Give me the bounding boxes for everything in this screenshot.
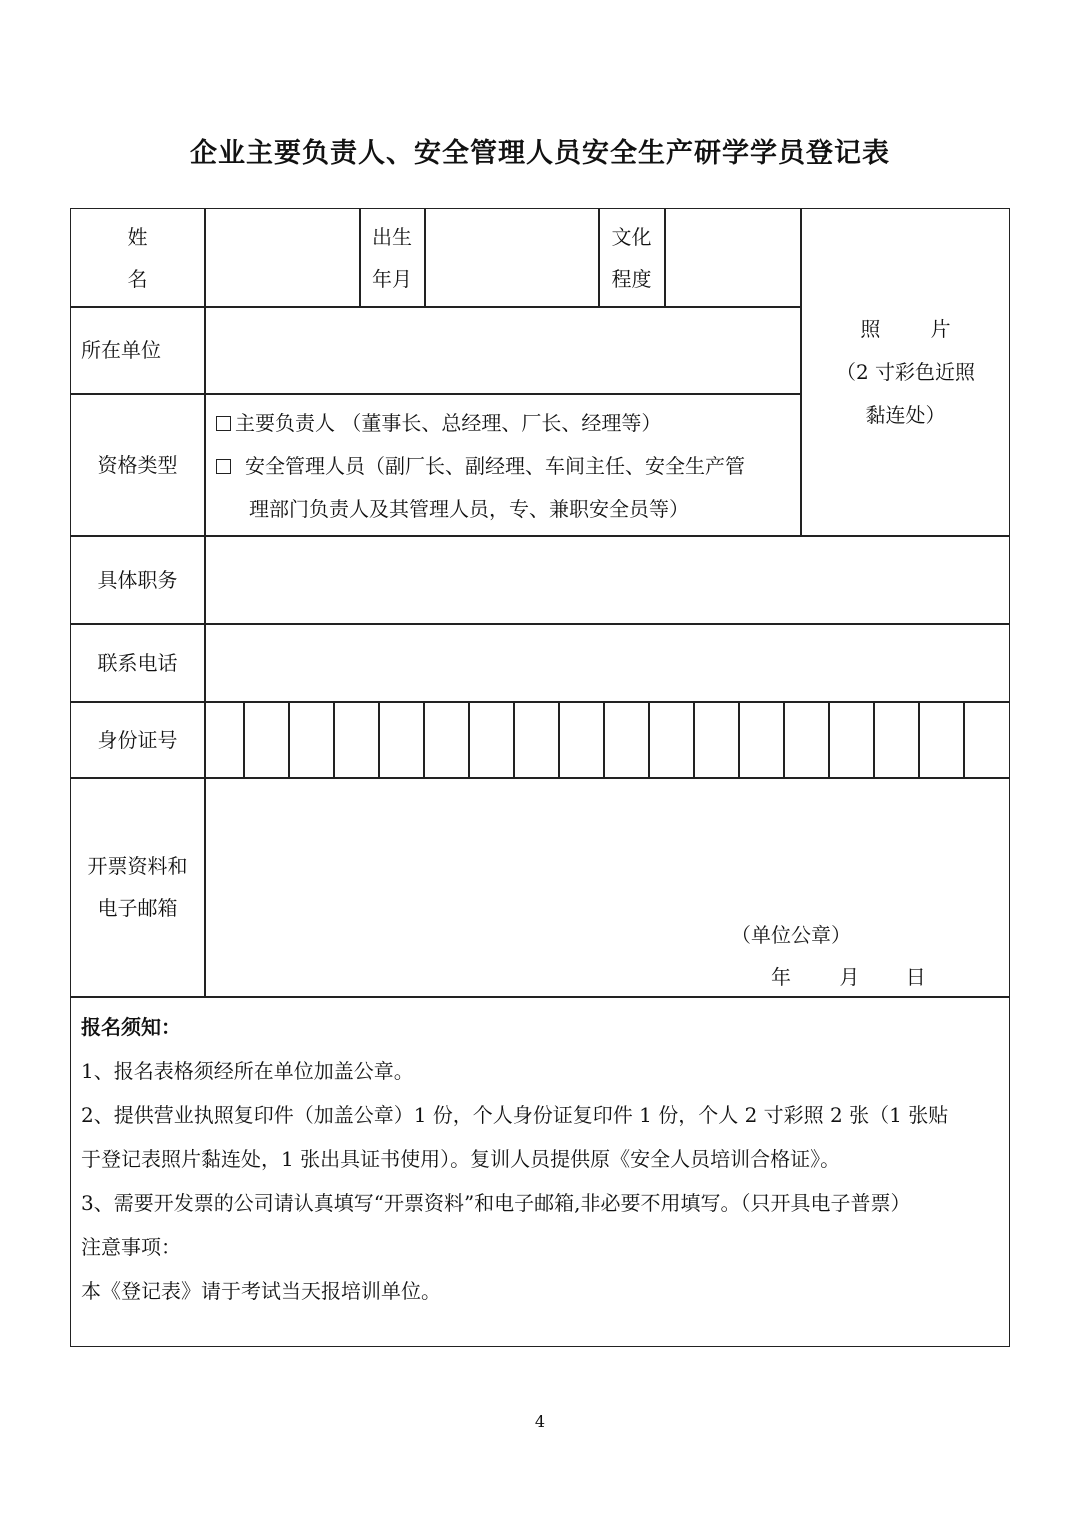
education-label xyxy=(599,209,664,306)
date-day: 日 xyxy=(905,965,926,989)
date-year: 年 xyxy=(771,965,791,989)
phone-label: 联系电话 xyxy=(97,650,178,675)
name-label: 姓 名 xyxy=(127,224,184,291)
page-title: 企业主要负责人、安全管理人员安全生产研学学员登记表 xyxy=(190,138,890,169)
notes-item-1: 1、报名表格须经所在单位加盖公章。 xyxy=(81,1059,414,1083)
photo-label: 照 片 xyxy=(860,316,973,341)
date-line xyxy=(771,956,971,998)
option-principal[interactable] xyxy=(216,402,796,445)
id-label: 身份证号 xyxy=(97,727,178,752)
notes-heading: 报名须知： xyxy=(81,1015,181,1039)
birth-label-line2: 年月 xyxy=(372,266,412,291)
seal-label: （单位公章） xyxy=(731,923,851,947)
invoice-label-line2: 电子邮箱 xyxy=(97,896,178,920)
option-safety-manager-cont: 理部门负责人及其管理人员，专、兼职安全员等） xyxy=(249,497,689,521)
invoice-label-line1: 开票资料和 xyxy=(87,854,188,878)
id-number-field[interactable] xyxy=(206,702,1009,777)
option-safety-manager[interactable] xyxy=(216,445,796,488)
photo-note-line1: （2 寸彩色近照 xyxy=(835,359,976,384)
checkbox-icon[interactable] xyxy=(216,459,231,474)
phone-field[interactable] xyxy=(206,624,1009,701)
invoice-label xyxy=(71,778,204,996)
photo-area[interactable] xyxy=(802,209,1009,535)
photo-note-line2: 黏连处） xyxy=(865,402,946,427)
birth-label-line1: 出生 xyxy=(372,224,412,249)
checkbox-icon[interactable] xyxy=(216,416,231,431)
qualification-label: 资格类型 xyxy=(97,452,178,477)
registration-notes xyxy=(81,1005,1001,1313)
attention-heading: 注意事项： xyxy=(81,1235,181,1259)
education-label-line1: 文化 xyxy=(611,224,652,249)
position-field[interactable] xyxy=(206,536,1009,623)
date-month: 月 xyxy=(839,965,860,989)
attention-text: 本《登记表》请于考试当天报培训单位。 xyxy=(81,1279,441,1303)
option-principal-label: 主要负责人 （董事长、总经理、厂长、经理等） xyxy=(235,411,662,435)
option-safety-manager-label: 安全管理人员（副厂长、副经理、车间主任、安全生产管 xyxy=(245,454,745,478)
education-label-line2: 程度 xyxy=(611,266,652,291)
registration-form xyxy=(70,208,1010,1347)
notes-item-3: 3、需要开发票的公司请认真填写“开票资料”和电子邮箱,非必要不用填写。（只开具电子普票） xyxy=(81,1191,911,1215)
notes-item-2-cont: 于登记表照片黏连处，1 张出具证书使用）。复训人员提供原《安全人员培训合格证》。 xyxy=(81,1147,841,1171)
birth-field[interactable] xyxy=(426,209,598,306)
company-field[interactable] xyxy=(206,307,800,393)
company-label: 所在单位 xyxy=(81,338,161,362)
birth-label xyxy=(360,209,424,306)
qualification-options xyxy=(216,402,796,532)
position-label: 具体职务 xyxy=(97,567,178,592)
education-field[interactable] xyxy=(666,209,800,306)
notes-item-2: 2、提供营业执照复印件（加盖公章）1 份，个人身份证复印件 1 份，个人 2 寸彩照 2 张（1 张贴 xyxy=(81,1103,949,1127)
name-field[interactable] xyxy=(206,209,358,306)
page-number: 4 xyxy=(534,1412,546,1431)
